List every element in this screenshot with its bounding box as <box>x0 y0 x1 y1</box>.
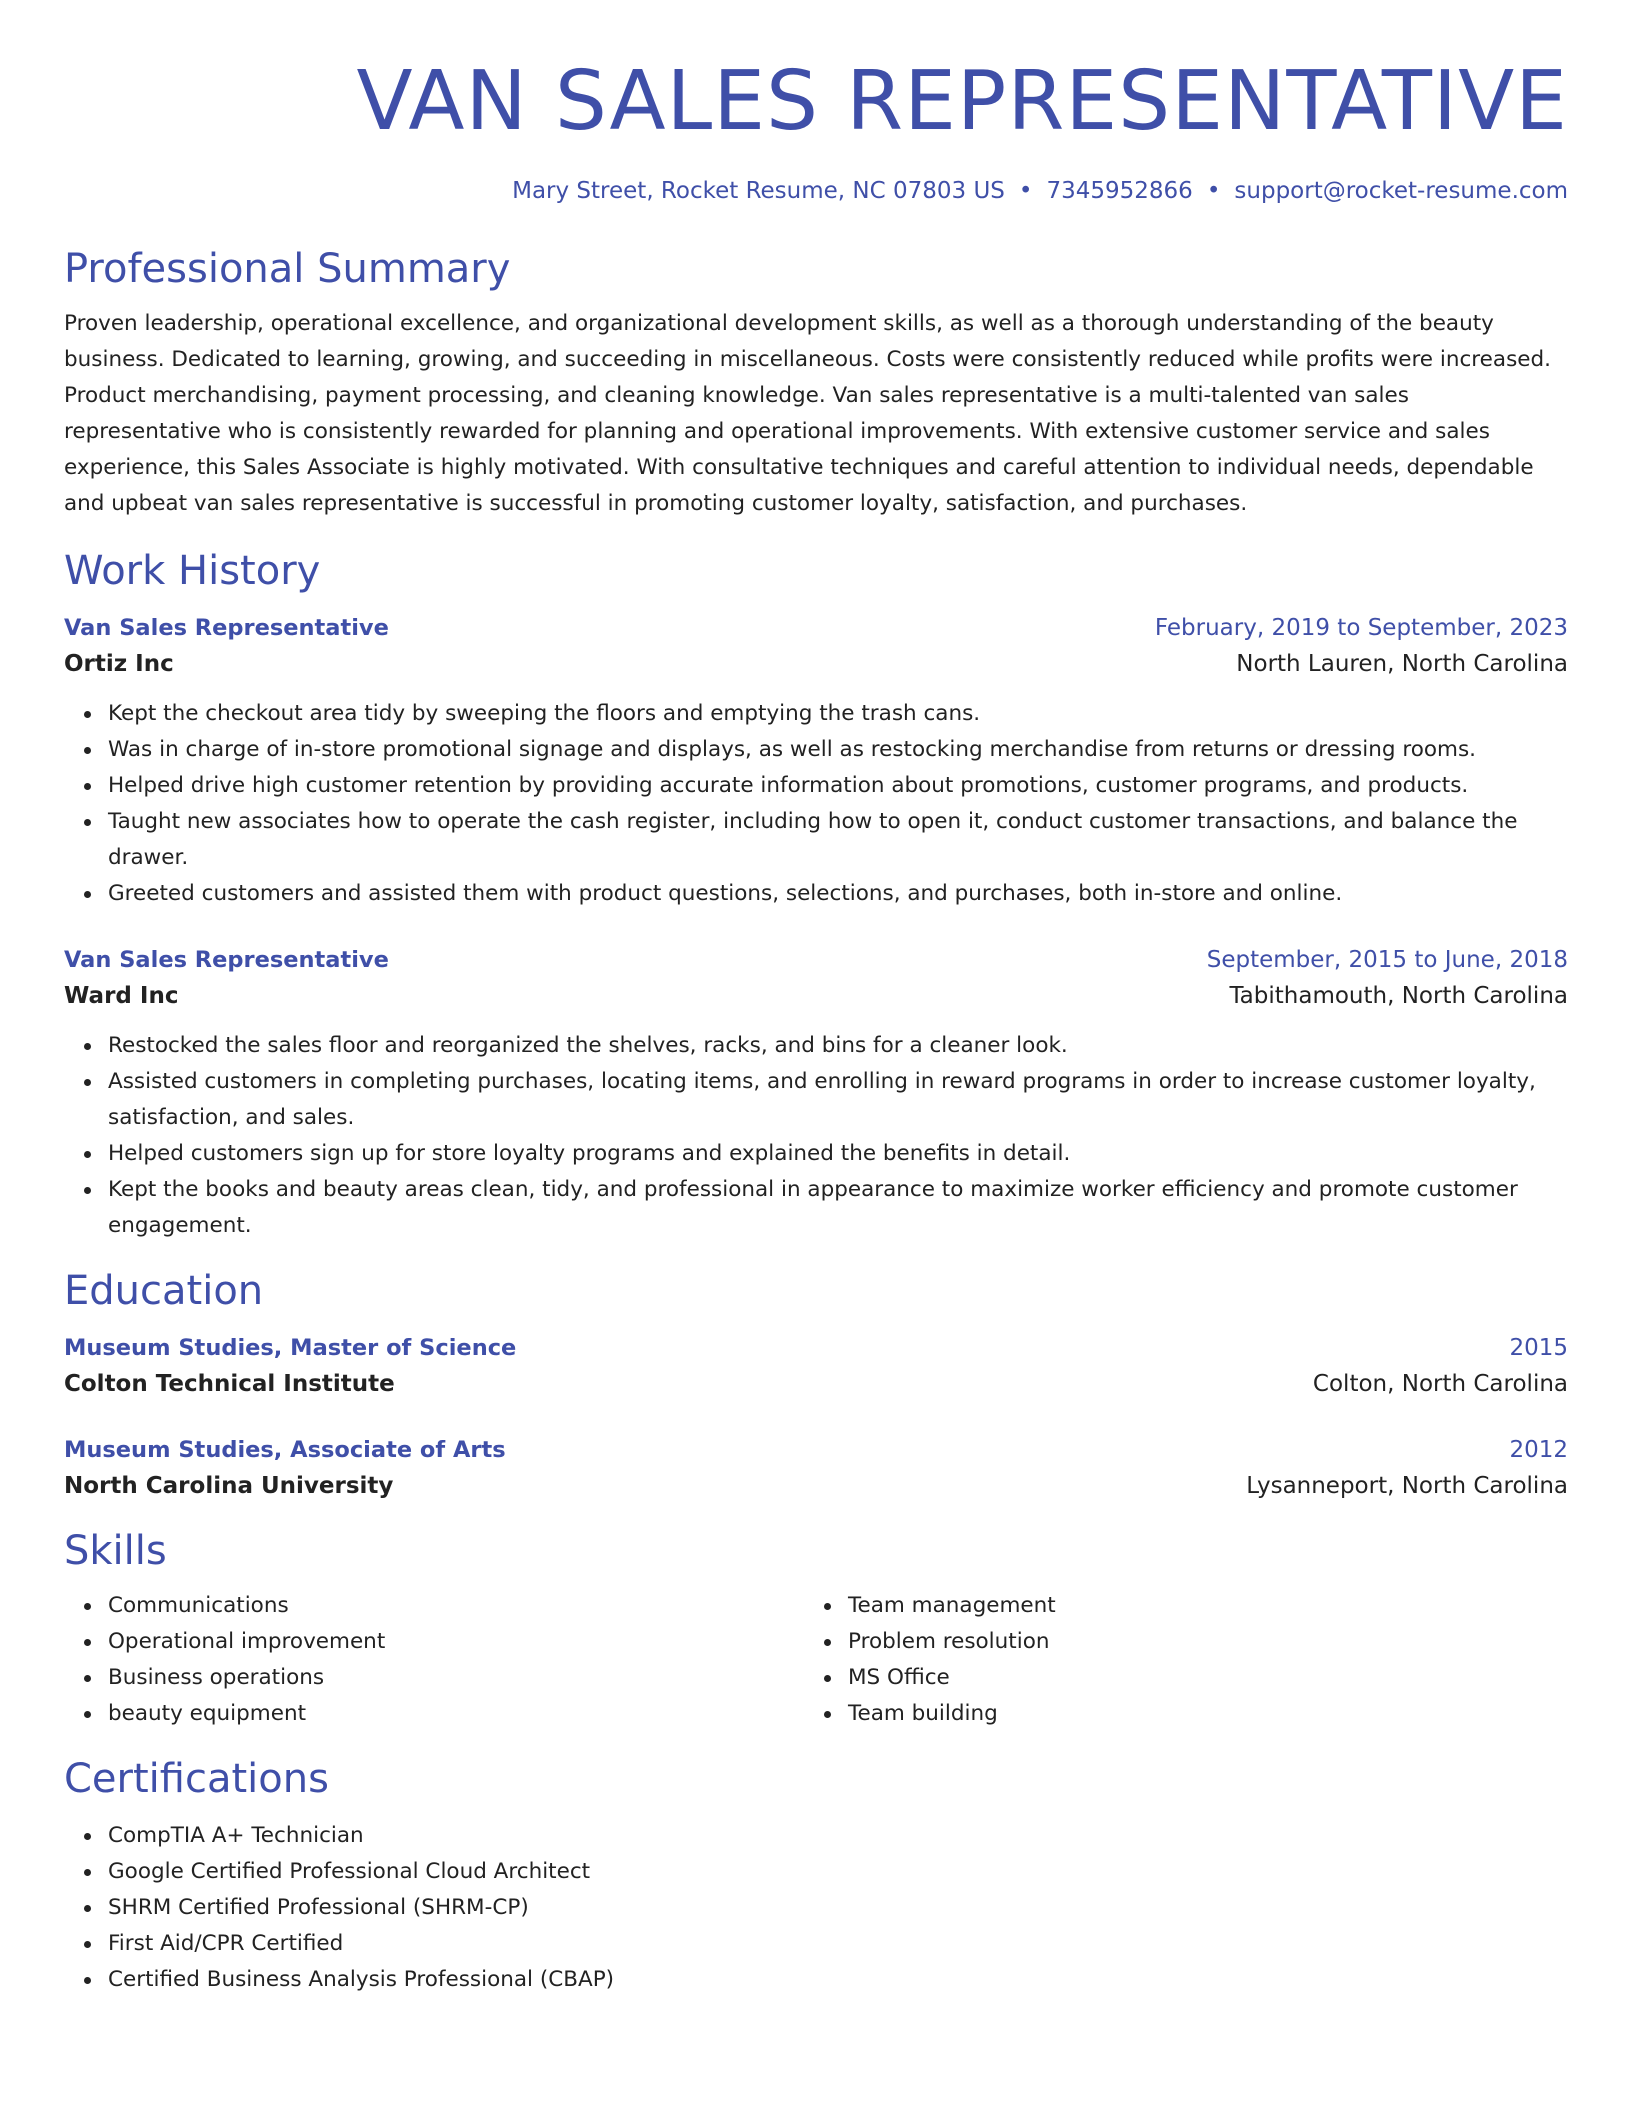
school-name: Colton Technical Institute <box>64 1371 395 1397</box>
job-entry <box>64 942 1568 1244</box>
job-company-row <box>64 978 1568 1014</box>
skill-item: Problem resolution <box>848 1624 1544 1660</box>
contact-separator: • <box>1018 178 1033 204</box>
education-header-row <box>64 1432 1568 1468</box>
school-location: Colton, North Carolina <box>1312 1371 1568 1397</box>
skills-list <box>804 1588 1544 1732</box>
skills-heading: Skills <box>64 1528 167 1574</box>
skills-column-right <box>804 1588 1544 1732</box>
education-school-row <box>64 1468 1568 1504</box>
certification-item: SHRM Certified Professional (SHRM-CP) <box>108 1890 1568 1926</box>
certification-item: First Aid/CPR Certified <box>108 1926 1568 1962</box>
list-item: Taught new associates how to operate the cash register, including how to open it, conduct customer transactions, and balance the drawer. <box>108 804 1568 876</box>
contact-email: support@rocket-resume.com <box>1234 178 1568 204</box>
certifications-heading: Certifications <box>64 1756 329 1802</box>
degree-title: Museum Studies, Master of Science <box>64 1335 517 1361</box>
work-history-heading: Work History <box>64 548 321 594</box>
certification-item: Certified Business Analysis Professional (CBAP) <box>108 1962 1568 1998</box>
skills-grid <box>64 1588 1568 1732</box>
list-item: Kept the books and beauty areas clean, tidy, and professional in appearance to maximize worker efficiency and promote customer engagement. <box>108 1172 1568 1244</box>
skill-item: Communications <box>108 1588 804 1624</box>
skill-item: Team management <box>848 1588 1544 1624</box>
certification-item: CompTIA A+ Technician <box>108 1818 1568 1854</box>
job-title: Van Sales Representative <box>64 615 389 641</box>
contact-phone: 7345952866 <box>1046 178 1193 204</box>
job-duties-list <box>64 696 1568 912</box>
job-company-row <box>64 646 1568 682</box>
list-item: Assisted customers in completing purchases, locating items, and enrolling in reward programs in order to increase customer loyalty, satisfaction, and sales. <box>108 1064 1568 1136</box>
contact-address: Mary Street, Rocket Resume, NC 07803 US <box>512 178 1005 204</box>
contact-info <box>64 176 1568 206</box>
skills-column-left <box>64 1588 804 1732</box>
list-item: Greeted customers and assisted them with product questions, selections, and purchases, both in-store and online. <box>108 876 1568 912</box>
job-dates: September, 2015 to June, 2018 <box>1206 947 1568 973</box>
degree-year: 2012 <box>1509 1437 1568 1463</box>
skill-item: beauty equipment <box>108 1696 804 1732</box>
school-name: North Carolina University <box>64 1473 394 1499</box>
certification-item: Google Certified Professional Cloud Architect <box>108 1854 1568 1890</box>
skills-list <box>64 1588 804 1732</box>
summary-heading: Professional Summary <box>64 246 511 292</box>
list-item: Kept the checkout area tidy by sweeping the floors and emptying the trash cans. <box>108 696 1568 732</box>
education-entry <box>64 1432 1568 1504</box>
job-title: Van Sales Representative <box>64 947 389 973</box>
list-item: Helped customers sign up for store loyalty programs and explained the benefits in detail. <box>108 1136 1568 1172</box>
job-company: Ward Inc <box>64 983 179 1009</box>
job-duties-list <box>64 1028 1568 1244</box>
resume-title: VAN SALES REPRESENTATIVE <box>356 54 1568 149</box>
school-location: Lysanneport, North Carolina <box>1246 1473 1568 1499</box>
list-item: Restocked the sales floor and reorganized the shelves, racks, and bins for a cleaner look. <box>108 1028 1568 1064</box>
skill-item: MS Office <box>848 1660 1544 1696</box>
education-entry <box>64 1330 1568 1402</box>
job-location: North Lauren, North Carolina <box>1236 651 1568 677</box>
list-item: Helped drive high customer retention by providing accurate information about promotions, customer programs, and products. <box>108 768 1568 804</box>
contact-separator: • <box>1206 178 1221 204</box>
education-header-row <box>64 1330 1568 1366</box>
job-dates: February, 2019 to September, 2023 <box>1154 615 1568 641</box>
skill-item: Business operations <box>108 1660 804 1696</box>
education-school-row <box>64 1366 1568 1402</box>
job-header-row <box>64 610 1568 646</box>
job-location: Tabithamouth, North Carolina <box>1229 983 1568 1009</box>
skill-item: Team building <box>848 1696 1544 1732</box>
job-header-row <box>64 942 1568 978</box>
certifications-list <box>64 1818 1568 1998</box>
job-company: Ortiz Inc <box>64 651 174 677</box>
skill-item: Operational improvement <box>108 1624 804 1660</box>
education-heading: Education <box>64 1268 264 1314</box>
job-entry <box>64 610 1568 912</box>
degree-year: 2015 <box>1509 1335 1568 1361</box>
degree-title: Museum Studies, Associate of Arts <box>64 1437 506 1463</box>
list-item: Was in charge of in-store promotional signage and displays, as well as restocking merchandise from returns or dressing rooms. <box>108 732 1568 768</box>
summary-text: Proven leadership, operational excellence, and organizational development skills, as well as a thorough understanding of the beauty business. Dedicated to learning, growing, and succeeding in miscellaneous. Costs were consistently reduced while profits were increased. Product merchandising, payment processing, and cleaning knowledge. Van sales representative is a multi-talented van sales representative who is consistently rewarded for planning and operational improvements. With extensive customer service and sales experience, this Sales Associate is highly motivated. With consultative techniques and careful attention to individual needs, dependable and upbeat van sales representative is successful in promoting customer loyalty, satisfaction, and purchases. <box>64 311 1551 516</box>
